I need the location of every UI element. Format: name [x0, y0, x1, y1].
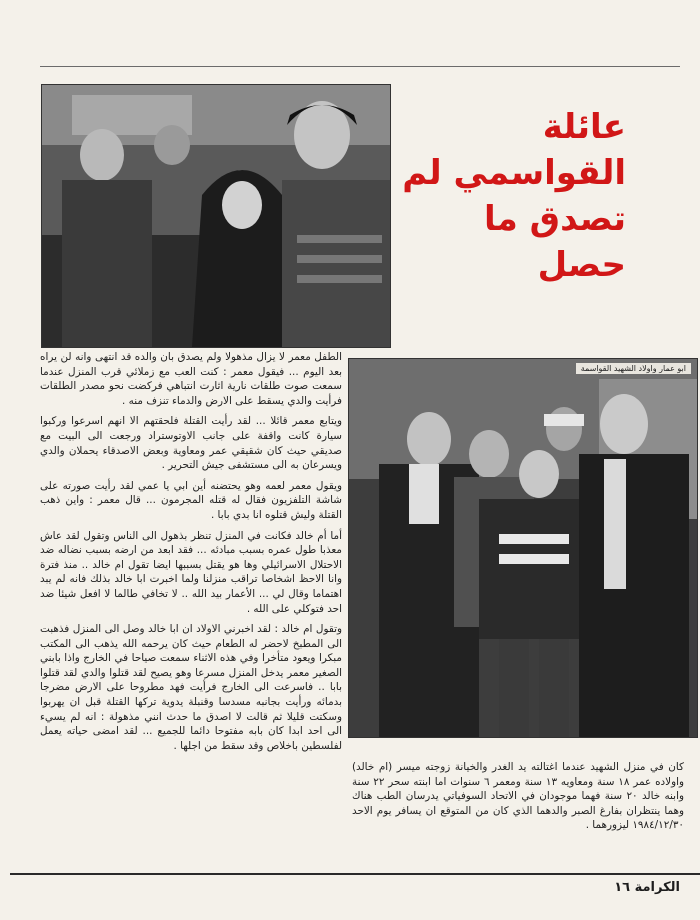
paragraph: أما أم خالد فكانت في المنزل تنظر بذهول الى الناس وتقول لقد عاش معذبا طول عمره بسبب مبادئه ... فقد ابعد من ارضه بسبب نضاله ضد الاحتلال الاسرائيلي وها هو يقتل بسببها ايضا تقول ام خالد .. منذ فترة وانا الاحظ اشخاصا تراقب منزلنا ولما اخبرت ابا خالد بذلك فانه لم يبد اهتماما وقال لي ... الأعمار بيد الله .. لا تخافي طالما لا افعل شيئا ضد احد فتوكلي على الله . — [40, 529, 342, 615]
title-line-3: تصدق ما حصل — [484, 199, 626, 285]
paragraph: وتقول ام خالد : لقد اخبرني الاولاد ان ابا خالد وصل الى المنزل فذهبت الى المطبخ لاحضر له الطعام حيث كان يرحمه الله يذهب الى المكتب مبكرا ويعود متأخرا وفي هذه الاثناء سمعت صياحا في الخارج واذا بابني الصغير معمر يدخل المنزل مسرعا وهو يصيح لقد قتلوا والدي لقد قتلوا بابا .. فاسرعت الى الخارج فرأيت فهد مطروحا على الارض مضرجا بدمائه ورأيت بجانبه مسدسا وقنبلة يدوية تركها القتلة قبل ان يهربوا وسكتت قليلا ثم قالت لا اصدق ما حدث انني مذهولة : انه لم يسيء الى احد ابدا كان بابه مفتوحا دائما للجميع ... لقد امضى حياته يعمل لفلسطين باخلاص وقد سقط من اجلها . — [40, 623, 342, 752]
photo-tag: ابو عمار واولاد الشهيد القواسمة — [576, 363, 691, 374]
page-footer: الكرامة ١٦ — [614, 880, 680, 895]
title-line-2: القواسمي لم — [402, 153, 626, 193]
top-rule — [40, 66, 680, 67]
photo-family-image — [349, 359, 697, 737]
photo-mourners — [41, 84, 391, 348]
photo-caption — [352, 760, 684, 839]
paragraph: الطفل معمر لا يزال مذهولا ولم يصدق بان والده قد انتهى وانه لن يراه بعد اليوم ... فيقول معمر : كنت العب مع زملائي قرب المنزل عندما سمعت صوت طلقات نارية اثارت انتباهي فركضت نحو مصدر الطلقات فرأيت والدي يسقط على الارض والدماء تنزف منه . — [40, 351, 342, 407]
bottom-rule — [10, 873, 700, 875]
photo-family — [348, 358, 698, 738]
paragraph: ويتابع معمر قائلا ... لقد رأيت القتلة فلحقتهم الا انهم اسرعوا وركبوا سيارة كانت واقفة على جانب الاوتوستراد ورجعت الى البيت مع صديقي حيث كان شقيقي عمر ومعاوية وبعض الاصدقاء يحملان والدي ويسرعان به الى مستشفى جيش التحرير . — [40, 415, 342, 472]
photo-mourners-image — [42, 85, 390, 347]
article-title — [400, 104, 626, 288]
title-line-1: عائلة — [542, 107, 626, 147]
article-body — [40, 350, 342, 870]
caption-text: كان في منزل الشهيد عندما اغتالته يد الغدر والخيانة زوجته ميسر (ام خالد) واولاده عمر ١٨ سنة ومعاويه ١٣ سنة ومعمر ٦ سنوات اما ابنته سحر ٢٢ سنة وابنه خالد ٢٠ سنة فهما موجودان في الاتحاد السوفياتي يدرسان الطب هناك وهما ينتظران بفارغ الصبر والدهما الذي كان من المتوقع ان يسافر يوم الاحد ١٩٨٤/١٢/٣٠ ليزورهما . — [352, 761, 684, 832]
paragraph: ويقول معمر لعمه وهو يحتضنه أين ابي يا عمي لقد رأيت صورته على شاشة التلفزيون فقال له قتله المجرمون ... قال معمر : واين ذهب القتلة وليش قتلوه انا بدي بابا . — [40, 479, 342, 521]
